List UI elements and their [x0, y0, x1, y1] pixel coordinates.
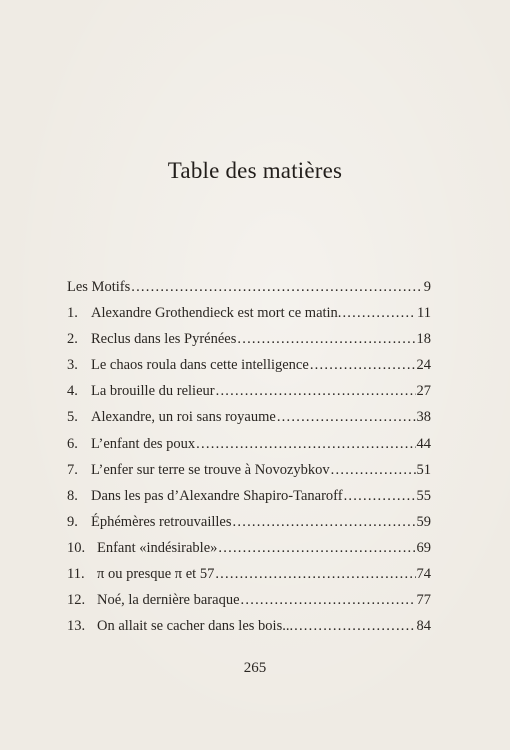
toc-entry-label: La brouille du relieur: [91, 383, 215, 400]
toc-entry: [67, 331, 431, 357]
toc-entry-number: 1.: [67, 305, 78, 322]
toc-entry-label: Éphémères retrouvailles: [91, 513, 232, 530]
toc-entry: [67, 514, 431, 540]
toc-entry: [67, 383, 431, 409]
toc-entry-page: 77: [416, 592, 431, 609]
toc-entry: [67, 409, 431, 435]
toc-entry-number: 12.: [67, 592, 86, 609]
dot-leader: [294, 618, 415, 635]
dot-leader: [331, 462, 416, 479]
toc-entry-number: 6.: [67, 435, 78, 452]
toc-entry-label: Alexandre, un roi sans royaume: [91, 409, 276, 426]
dot-leader: [216, 383, 416, 400]
toc-entry-number: 5.: [67, 409, 78, 426]
toc-entry-label: L’enfant des poux: [91, 435, 196, 452]
dot-leader: [131, 279, 423, 296]
toc-entry-page: 51: [416, 461, 431, 478]
toc-entry-page: 84: [416, 618, 431, 635]
page-title: Table des matières: [167, 158, 343, 183]
toc-entry: [67, 436, 431, 462]
dot-leader: [277, 409, 416, 426]
toc-entry: [67, 540, 431, 566]
toc-entry: [67, 357, 431, 383]
toc-entry-label: Alexandre Grothendieck est mort ce matin.: [91, 305, 342, 322]
dot-leader: [233, 514, 416, 531]
toc-entry-number: 8.: [67, 487, 78, 504]
toc-entry-number: 4.: [67, 383, 78, 400]
toc-entry-label: L’enfer sur terre se trouve à Novozybkov: [91, 461, 330, 478]
toc-entry: [67, 618, 431, 644]
toc-entry: [67, 592, 431, 618]
toc-entry-page: 24: [416, 357, 431, 374]
toc-entry-label: On allait se cacher dans les bois...: [97, 618, 294, 635]
toc-entry-page: 18: [416, 331, 431, 348]
toc-entry: [67, 279, 431, 305]
toc-entry-label: Enfant «indésirable»: [97, 539, 218, 556]
toc-entry-page: 11: [417, 305, 431, 322]
toc-entry-number: 7.: [67, 461, 78, 478]
dot-leader: [237, 331, 415, 348]
toc-entry-number: 10.: [67, 539, 86, 556]
dot-leader: [344, 488, 416, 505]
toc-entry-label: Noé, la dernière baraque: [97, 592, 240, 609]
toc-entry-number: 13.: [67, 618, 86, 635]
toc-entry-page: 55: [416, 487, 431, 504]
toc-entry-page: 9: [423, 279, 431, 295]
toc-entry: [67, 305, 431, 331]
toc-entry-label: Dans les pas d’Alexandre Shapiro-Tanaroff: [91, 487, 343, 504]
toc-entry-label: Reclus dans les Pyrénées: [91, 331, 237, 348]
toc-entry-number: 11.: [67, 566, 85, 583]
toc-entry-number: 2.: [67, 331, 78, 348]
toc-entry-number: 9.: [67, 513, 78, 530]
toc-entry-page: 69: [416, 539, 431, 556]
page-number: 265: [243, 660, 267, 676]
toc-entry-label: π ou presque π et 57: [97, 566, 215, 583]
toc-entry-page: 44: [416, 435, 431, 452]
toc-entry-label: Les Motifs: [67, 279, 131, 295]
table-of-contents: [67, 279, 431, 644]
toc-entry: [67, 566, 431, 592]
dot-leader: [215, 566, 415, 583]
toc-entry-label: Le chaos roula dans cette intelligence: [91, 357, 309, 374]
dot-leader: [241, 592, 416, 609]
dot-leader: [196, 436, 415, 453]
toc-entry-page: 38: [416, 409, 431, 426]
toc-entry-number: 3.: [67, 357, 78, 374]
toc-entry-page: 74: [416, 566, 431, 583]
toc-entry-page: 27: [416, 383, 431, 400]
dot-leader: [310, 357, 416, 374]
dot-leader: [342, 305, 416, 322]
toc-entry: [67, 488, 431, 514]
toc-entry: [67, 462, 431, 488]
toc-entry-page: 59: [416, 513, 431, 530]
dot-leader: [218, 540, 415, 557]
